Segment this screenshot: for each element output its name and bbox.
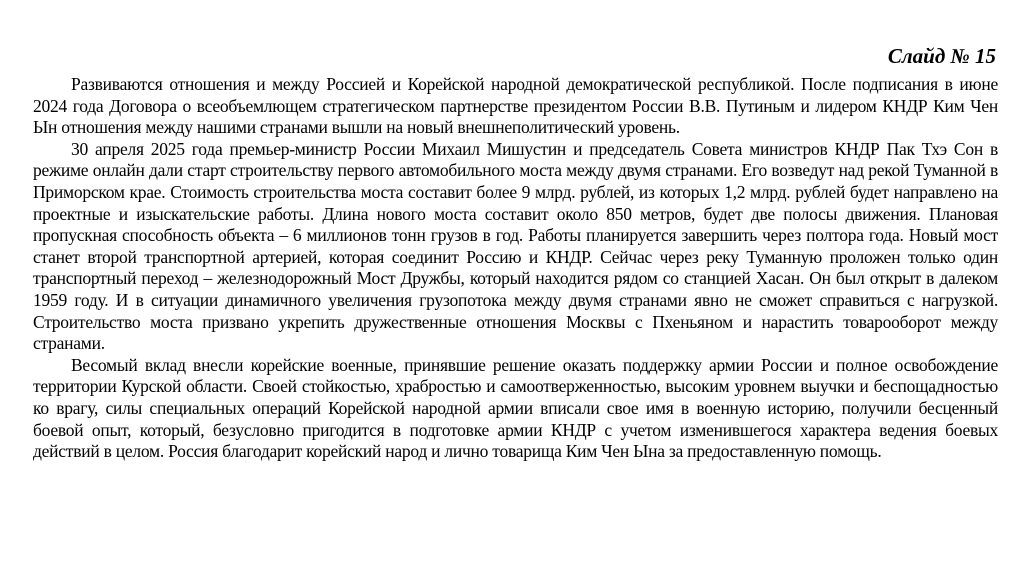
slide-body [33, 74, 998, 463]
slide-number: Слайд № 15 [887, 44, 996, 68]
paragraph-relations: Развиваются отношения и между Россией и Корейской народной демократической республикой. После подписания в июне 2024 года Договора о всеобъемлющем стратегическом партнерстве президентом России В.В. Путиным и лидером КНДР Ким Чен Ын отношения между нашими странами вышли на новый внешнеполитический уровень. [33, 74, 998, 138]
paragraph-military: Весомый вклад внесли корейские военные, принявшие решение оказать поддержку армии России и полное освобождение территории Курской области. Своей стойкостью, храбростью и самоотверженностью, высоким уровнем выучки и беспощадностью ко врагу, силы специальных операций Корейской народной армии вписали свое имя в военную историю, получили бесценный боевой опыт, который, безусловно пригодится в подготовке армии КНДР с учетом изменившегося характера ведения боевых действий в целом. Россия благодарит корейский народ и лично товарища Ким Чен Ына за предоставленную помощь. [33, 354, 998, 462]
paragraph-bridge: 30 апреля 2025 года премьер-министр России Михаил Мишустин и председатель Совета министров КНДР Пак Тхэ Сон в режиме онлайн дали старт строительству первого автомобильного моста между двумя странами. Его возведут над рекой Туманной в Приморском крае. Стоимость строительства моста составит более 9 млрд. рублей, из которых 1,2 млрд. рублей будет направлено на проектные и изыскательские работы. Длина нового моста составит около 850 метров, будет две полосы движения. Плановая пропускная способность объекта – 6 миллионов тонн грузов в год. Работы планируется завершить через полтора года. Новый мост станет второй транспортной артерией, которая соединит Россию и КНДР. Сейчас через реку Туманную проложен только один транспортный переход – железнодорожный Мост Дружбы, который находится рядом со станцией Хасан. Он был открыт в далеком 1959 году. И в ситуации динамичного увеличения грузопотока между двумя странами явно не сможет справиться с нагрузкой. Строительство моста призвано укрепить дружественные отношения Москвы с Пхеньяном и нарастить товарооборот между странами. [33, 138, 998, 354]
